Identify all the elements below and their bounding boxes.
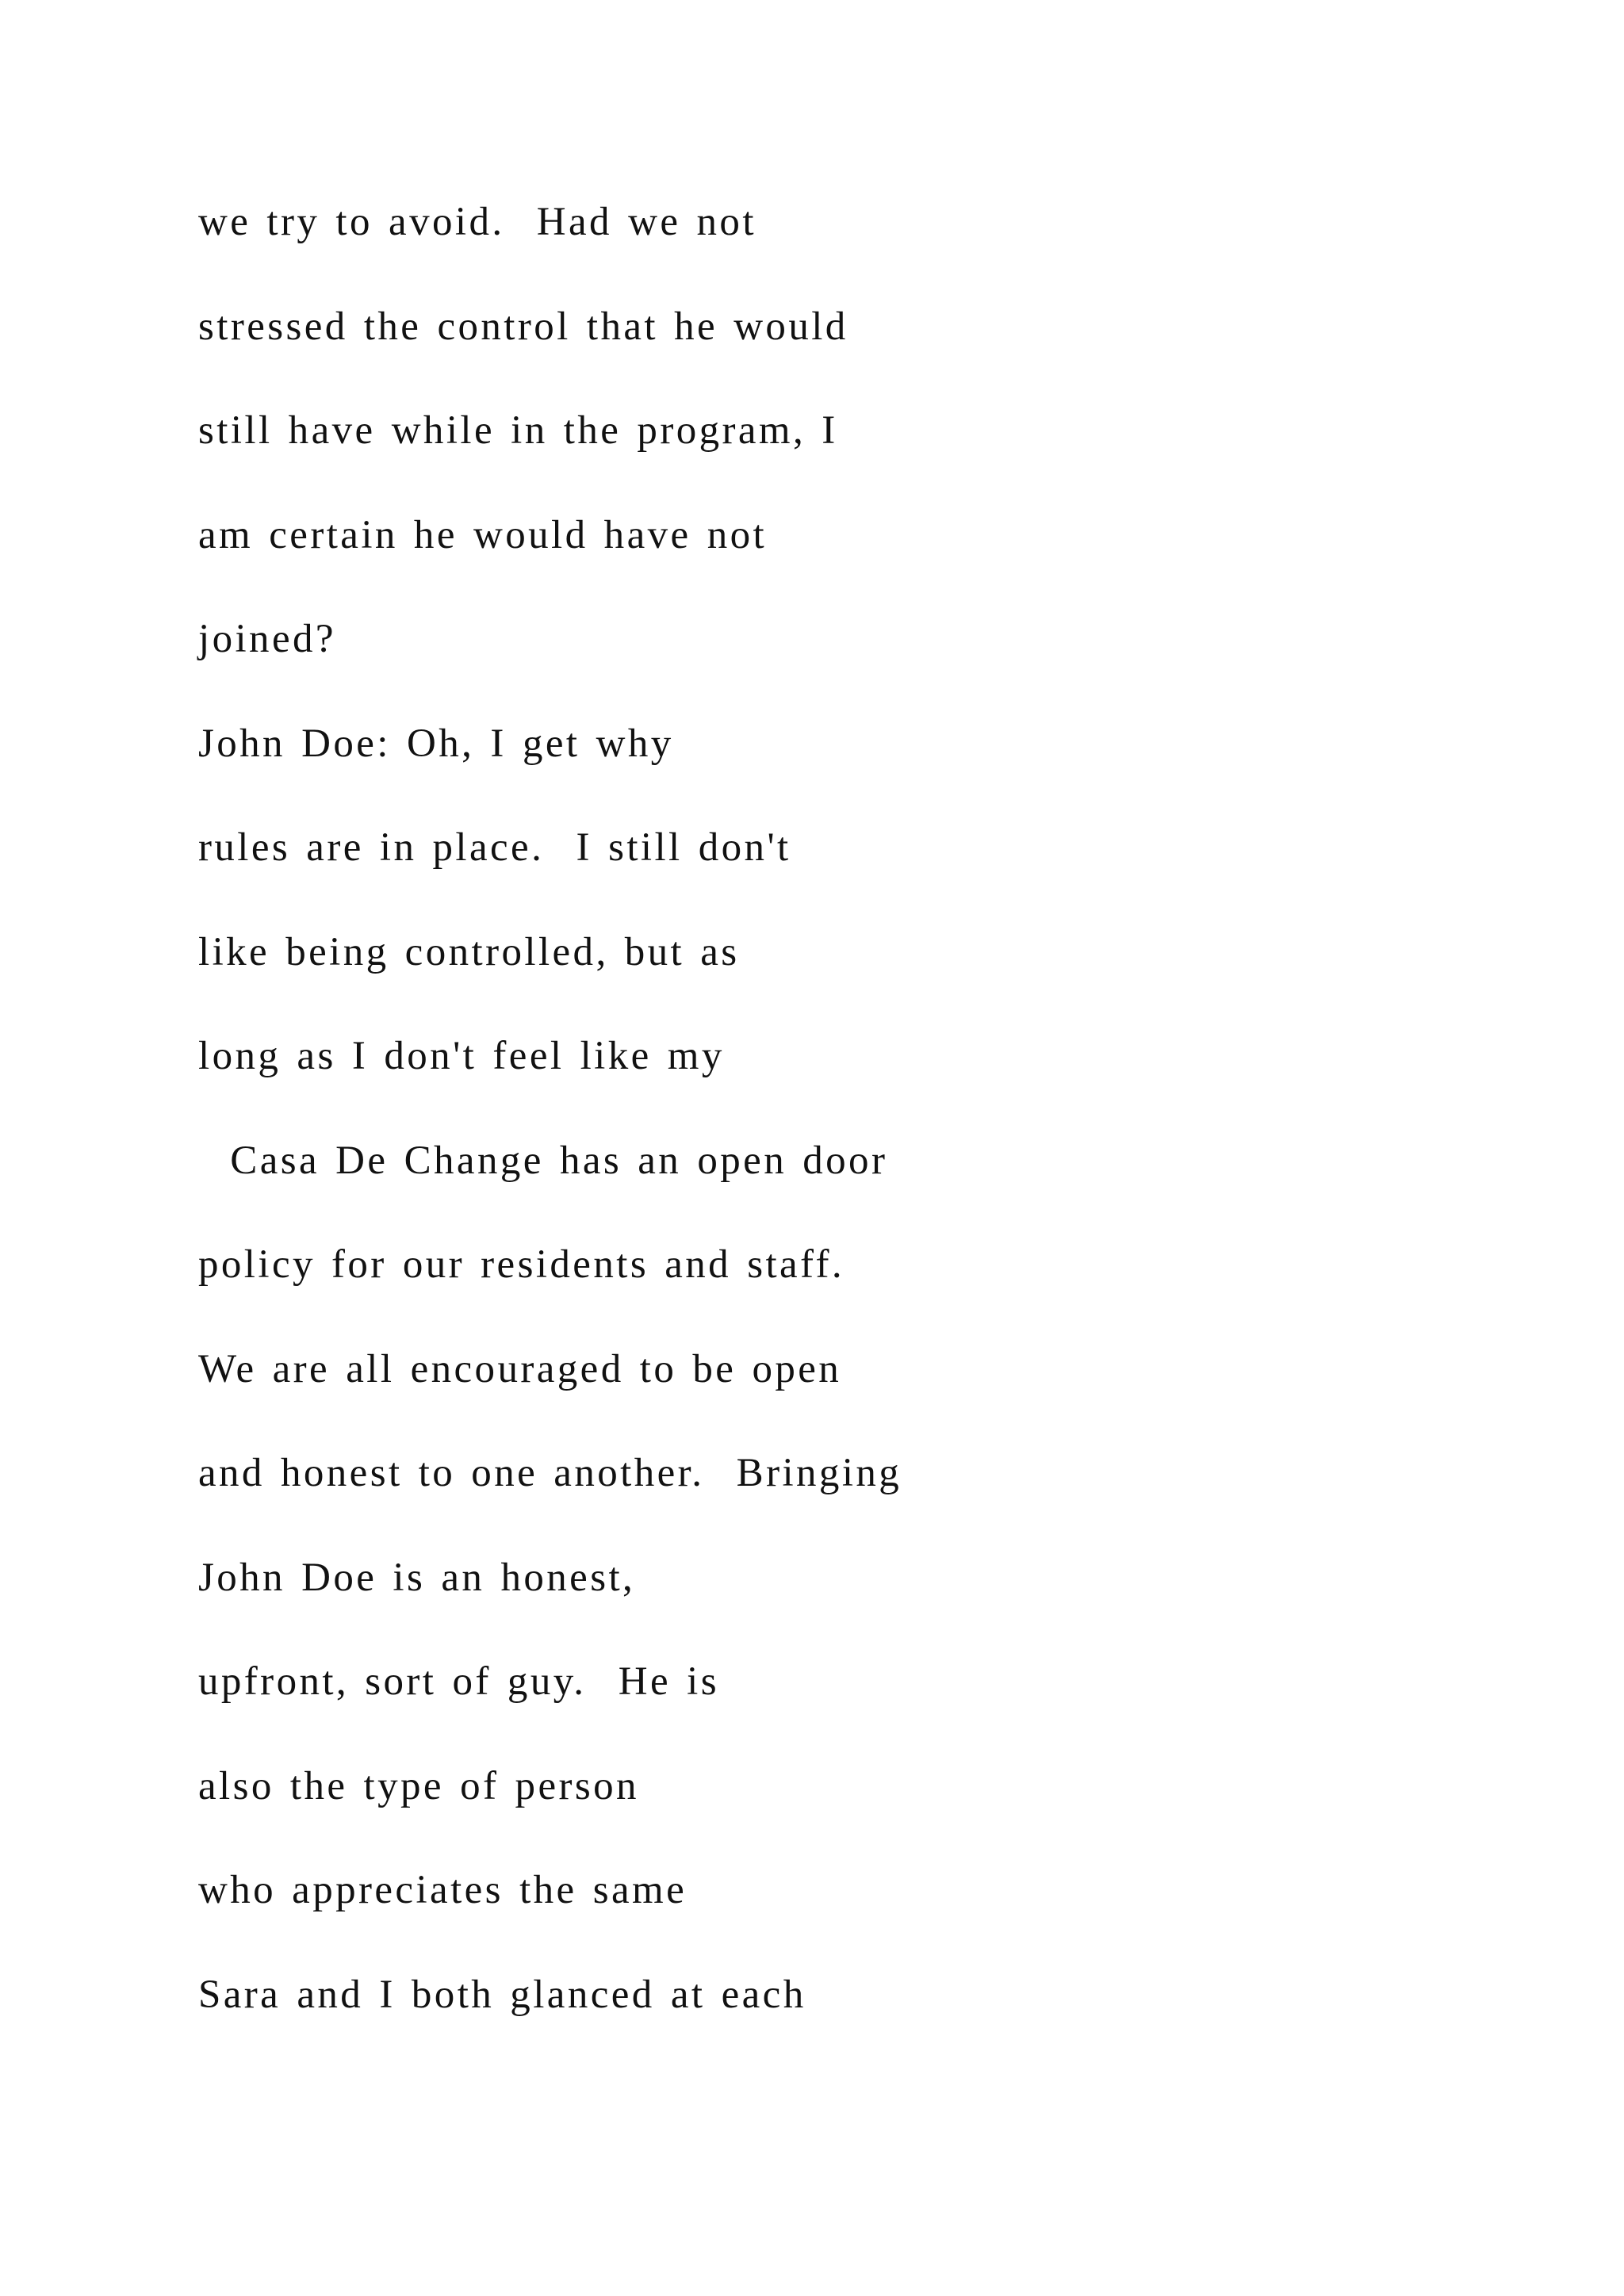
text-line: John Doe is an honest, <box>198 1555 636 1600</box>
text-line: Sara and I both glanced at each <box>198 1972 806 2017</box>
text-line: Casa De Change has an open door <box>198 1138 888 1183</box>
text-line: John Doe: Oh, I get why <box>198 721 674 766</box>
text-line: upfront, sort of guy. He is <box>198 1659 719 1704</box>
text-line: joined? <box>198 617 336 661</box>
text-line: rules are in place. I still don't <box>198 825 791 870</box>
text-line: and honest to one another. Bringing <box>198 1451 902 1495</box>
text-line: who appreciates the same <box>198 1868 688 1912</box>
text-line: like being controlled, but as <box>198 929 740 974</box>
text-line: We are all encouraged to be open <box>198 1346 842 1391</box>
text-line: am certain he would have not <box>198 512 768 557</box>
text-line: policy for our residents and staff. <box>198 1242 845 1287</box>
body-text <box>198 182 1467 2059</box>
text-line: we try to avoid. Had we not <box>198 200 756 244</box>
text-line: also the type of person <box>198 1763 639 1808</box>
text-line: still have while in the program, I <box>198 408 838 453</box>
text-line: stressed the control that he would <box>198 304 848 349</box>
text-line: long as I don't feel like my <box>198 1034 725 1078</box>
